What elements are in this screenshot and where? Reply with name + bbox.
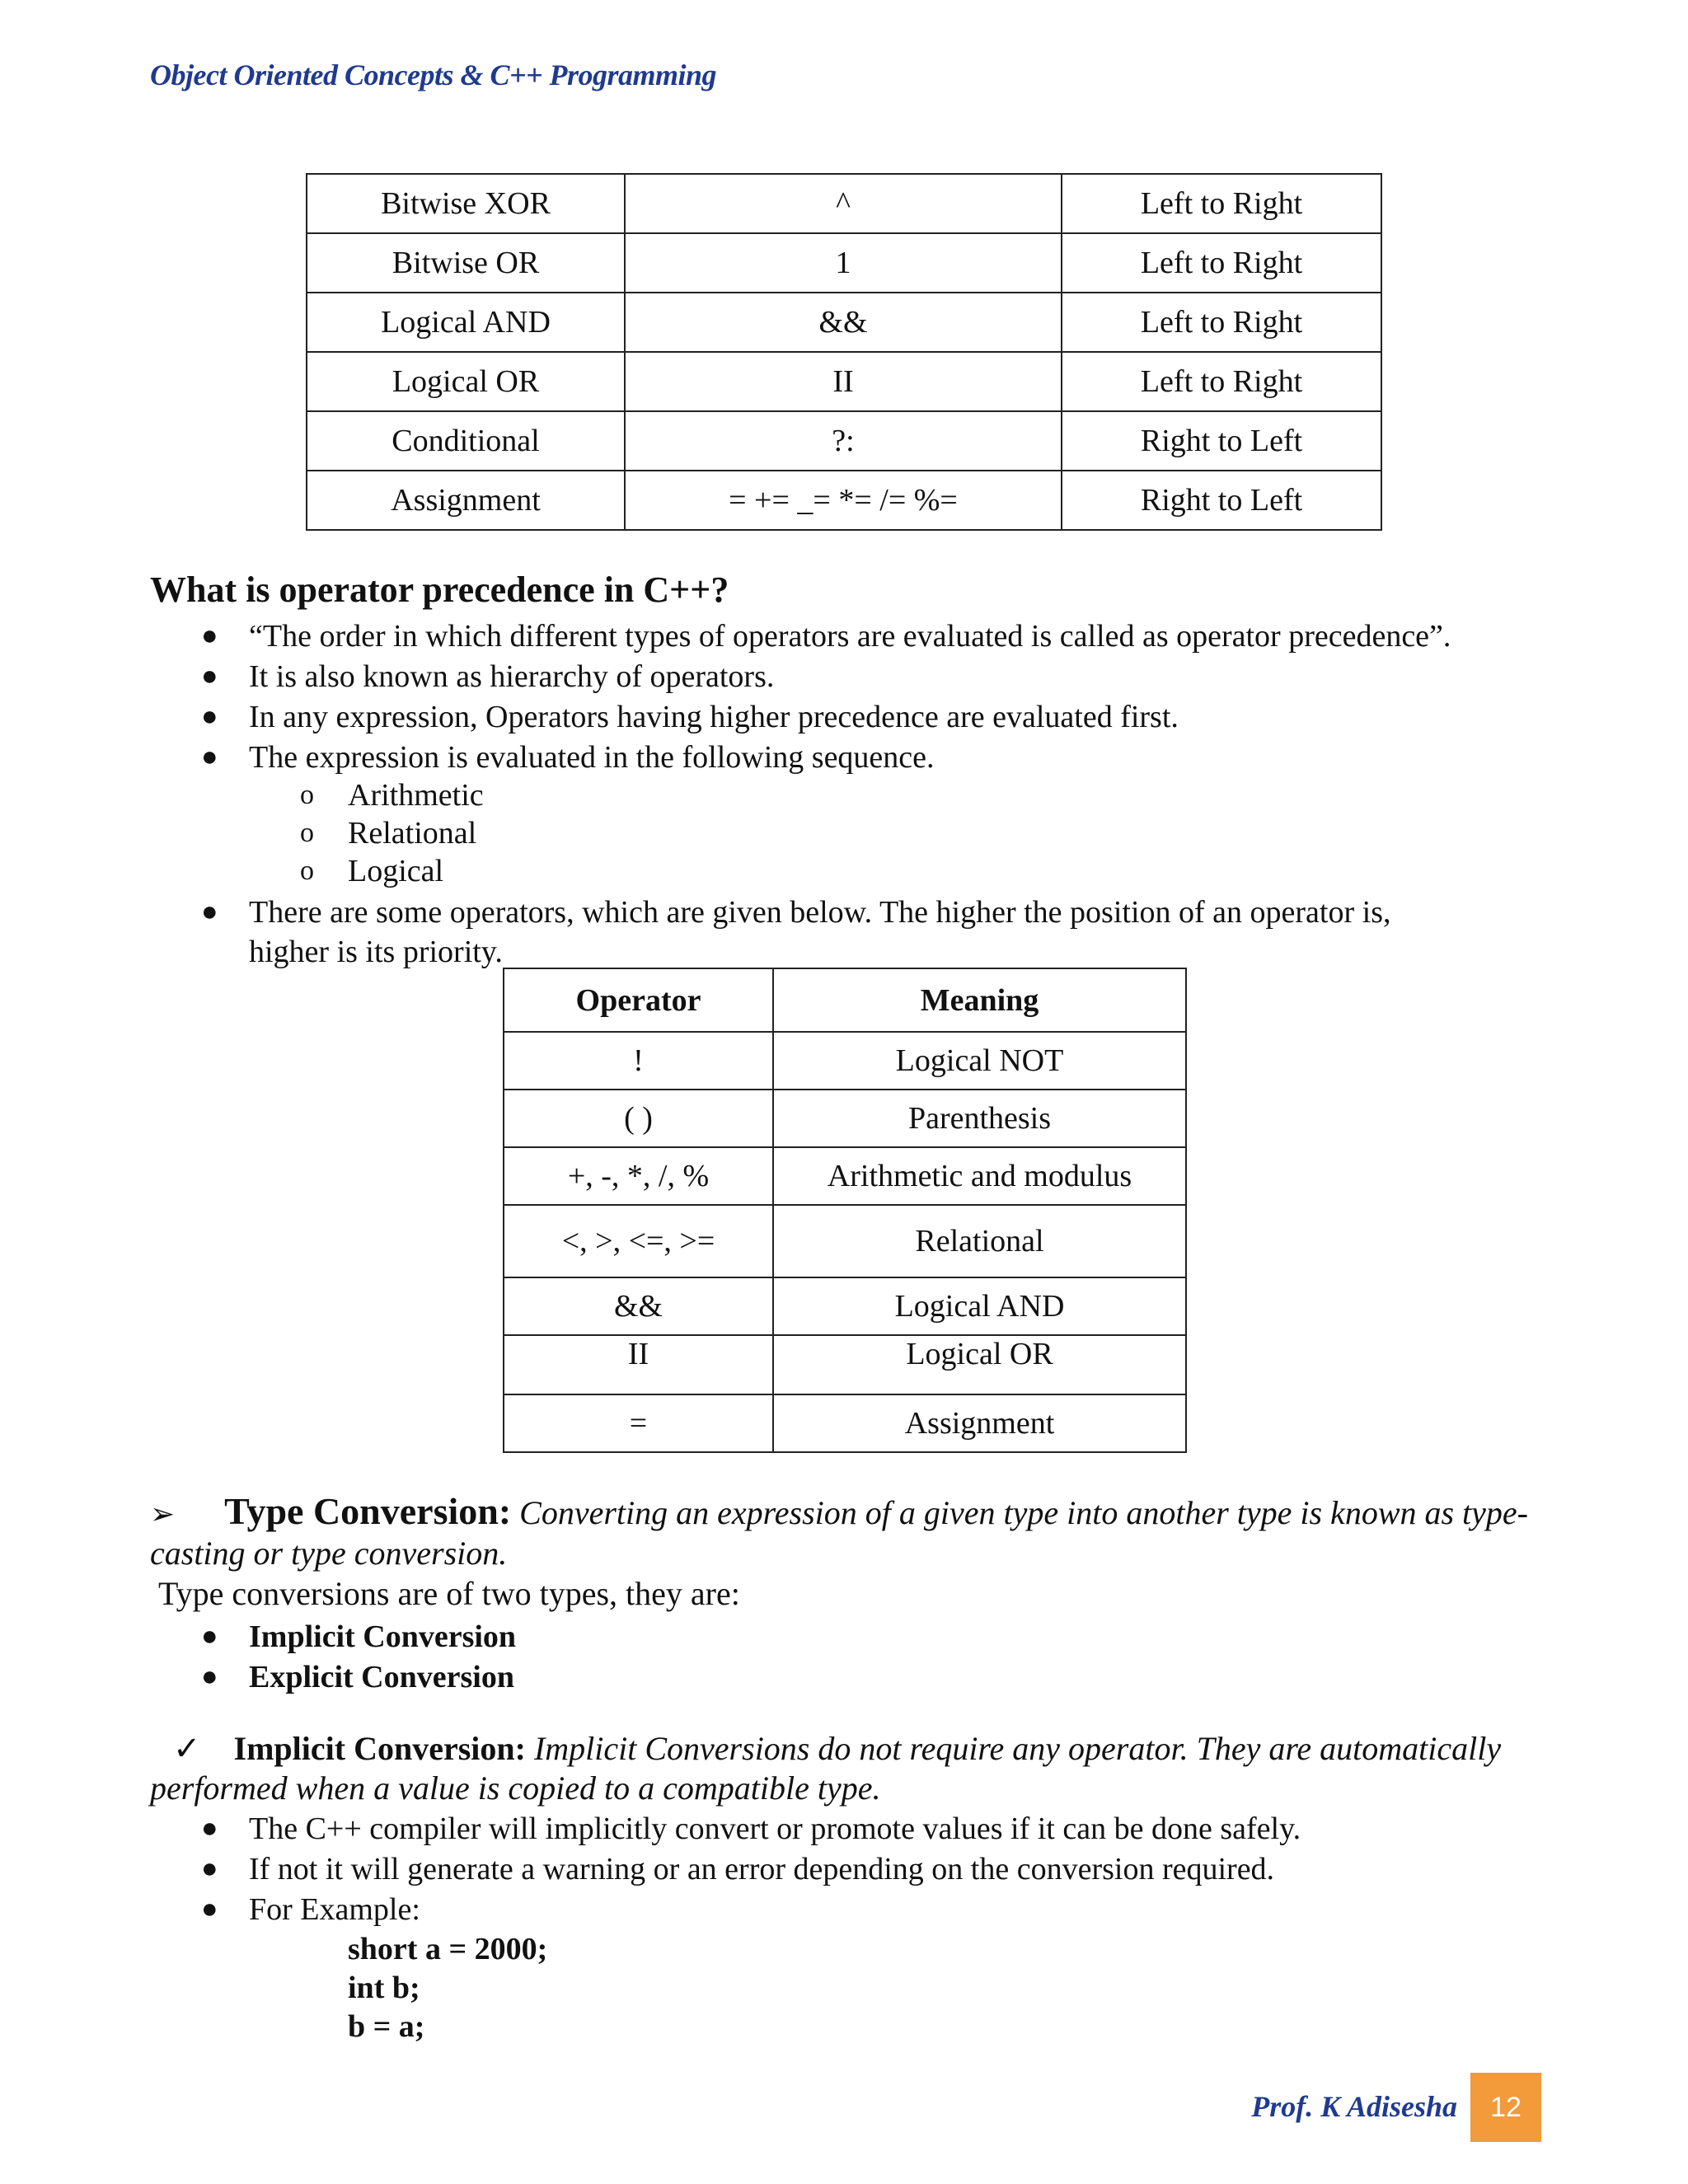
implicit-conversion-desc: Implicit Conversions do not require any operator. They are automatically: [533, 1730, 1502, 1767]
table-row: [307, 293, 1381, 352]
bullet-icon: ●: [201, 661, 218, 691]
table-row: [504, 1205, 1186, 1277]
table-row: [504, 1090, 1186, 1147]
type-conversion-desc-cont: casting or type conversion.: [150, 1535, 508, 1572]
table-cell: Conditional: [307, 411, 625, 471]
implicit-conversion-desc-cont: performed when a value is copied to a compatible type.: [150, 1769, 881, 1807]
bullet-icon: ●: [201, 1894, 218, 1924]
table-cell: Left to Right: [1062, 352, 1381, 411]
type-conversion-title: Type Conversion:: [224, 1490, 512, 1532]
section-heading: What is operator precedence in C++?: [150, 569, 729, 610]
circle-bullet-icon: o: [300, 855, 314, 886]
list-item-text: Explicit Conversion: [249, 1660, 514, 1694]
list-item-text: The C++ compiler will implicitly convert or promote values if it can be done safely.: [249, 1811, 1301, 1846]
table-row: [504, 1394, 1186, 1452]
table-header-row: [504, 968, 1186, 1032]
circle-bullet-icon: o: [300, 818, 314, 848]
table-cell: Assignment: [773, 1394, 1186, 1452]
table-cell: !: [504, 1032, 773, 1090]
table-cell: 1: [625, 233, 1062, 293]
bullet-icon: ●: [201, 1621, 218, 1652]
list-item-text: It is also known as hierarchy of operators.: [249, 659, 775, 694]
sub-list-item-text: Logical: [348, 854, 444, 888]
implicit-conversion-title: Implicit Conversion:: [233, 1730, 526, 1767]
bullet-icon: ●: [201, 621, 218, 651]
table-cell: Right to Left: [1062, 471, 1381, 530]
table-cell: ^: [625, 174, 1062, 233]
table-cell: Left to Right: [1062, 174, 1381, 233]
column-header: Meaning: [773, 968, 1186, 1032]
list-item: [201, 893, 1391, 972]
sub-list-item-text: Arithmetic: [348, 778, 484, 813]
check-icon: ✓: [173, 1730, 201, 1767]
table-cell: Left to Right: [1062, 293, 1381, 352]
table-cell: ( ): [504, 1090, 773, 1147]
precedence-table-continued: [306, 173, 1382, 531]
table-row: [307, 411, 1381, 471]
table-cell: =: [504, 1394, 773, 1452]
table-cell: &&: [625, 293, 1062, 352]
table-cell: Logical AND: [307, 293, 625, 352]
running-header: Object Oriented Concepts & C++ Programming: [150, 59, 717, 91]
bullet-icon: ●: [201, 897, 218, 927]
sub-list-item: [300, 852, 444, 890]
bullet-icon: ●: [201, 1661, 218, 1692]
list-item: [201, 1657, 514, 1697]
table-cell: Right to Left: [1062, 411, 1381, 471]
arrow-bullet-icon: ➢: [150, 1497, 176, 1530]
table-cell: Logical OR: [773, 1335, 1186, 1394]
sub-list-item-text: Relational: [348, 816, 477, 851]
table-row: [504, 1335, 1186, 1394]
bullet-icon: ●: [201, 701, 218, 732]
list-item-text: The expression is evaluated in the following sequence.: [249, 740, 935, 775]
list-item: [201, 1617, 517, 1657]
circle-bullet-icon: o: [300, 780, 314, 810]
list-item: [201, 738, 935, 777]
table-cell: II: [504, 1335, 773, 1394]
table-cell: ?:: [625, 411, 1062, 471]
table-row: [504, 1032, 1186, 1090]
list-item: [201, 1890, 420, 1929]
code-line: b = a;: [348, 2009, 425, 2044]
table-cell: Parenthesis: [773, 1090, 1186, 1147]
table-cell: &&: [504, 1277, 773, 1335]
table-cell: Bitwise XOR: [307, 174, 625, 233]
author-footer: Prof. K Adisesha: [1251, 2090, 1457, 2123]
table-cell: Relational: [773, 1205, 1186, 1277]
list-item: [201, 657, 775, 696]
type-conversion-intro: Type conversions are of two types, they are:: [158, 1575, 740, 1612]
table-cell: Assignment: [307, 471, 625, 530]
bullet-icon: ●: [201, 1813, 218, 1844]
page-number: 12: [1470, 2073, 1541, 2142]
list-item-text: Implicit Conversion: [249, 1619, 517, 1654]
list-item-text: higher is its priority.: [249, 935, 503, 969]
bullet-icon: ●: [201, 742, 218, 772]
table-row: [307, 174, 1381, 233]
bullet-icon: ●: [201, 1854, 218, 1884]
table-row: [307, 233, 1381, 293]
list-item-text: If not it will generate a warning or an error depending on the conversion required.: [249, 1852, 1275, 1886]
column-header: Operator: [504, 968, 773, 1032]
list-item-text: “The order in which different types of operators are evaluated is called as operator precedence”.: [249, 619, 1451, 654]
table-row: [504, 1147, 1186, 1205]
code-line: int b;: [348, 1971, 420, 2005]
type-conversion-desc: Converting an expression of a given type into another type is known as type-: [519, 1494, 1528, 1531]
operator-priority-table: [503, 968, 1187, 1453]
list-item-text: For Example:: [249, 1892, 420, 1927]
table-row: [307, 352, 1381, 411]
table-cell: Logical AND: [773, 1277, 1186, 1335]
table-cell: Logical OR: [307, 352, 625, 411]
type-conversion-paragraph: [150, 1492, 1528, 1573]
implicit-conversion-paragraph: [150, 1729, 1501, 1808]
table-cell: Bitwise OR: [307, 233, 625, 293]
code-line: short a = 2000;: [348, 1932, 548, 1966]
table-cell: Arithmetic and modulus: [773, 1147, 1186, 1205]
table-cell: = += _= *= /= %=: [625, 471, 1062, 530]
table-cell: Left to Right: [1062, 233, 1381, 293]
sub-list-item: [300, 776, 484, 814]
table-cell: <, >, <=, >=: [504, 1205, 773, 1277]
sub-list-item: [300, 814, 477, 852]
list-item: [201, 616, 1451, 656]
list-item: [201, 1849, 1275, 1889]
table-cell: Logical NOT: [773, 1032, 1186, 1090]
list-item: [201, 1809, 1301, 1849]
table-row: [504, 1277, 1186, 1335]
table-cell: II: [625, 352, 1062, 411]
list-item: [201, 697, 1179, 737]
list-item-text: In any expression, Operators having higher precedence are evaluated first.: [249, 700, 1179, 734]
table-cell: +, -, *, /, %: [504, 1147, 773, 1205]
list-item-text: There are some operators, which are given below. The higher the position of an operator is,: [249, 895, 1391, 930]
table-row: [307, 471, 1381, 530]
